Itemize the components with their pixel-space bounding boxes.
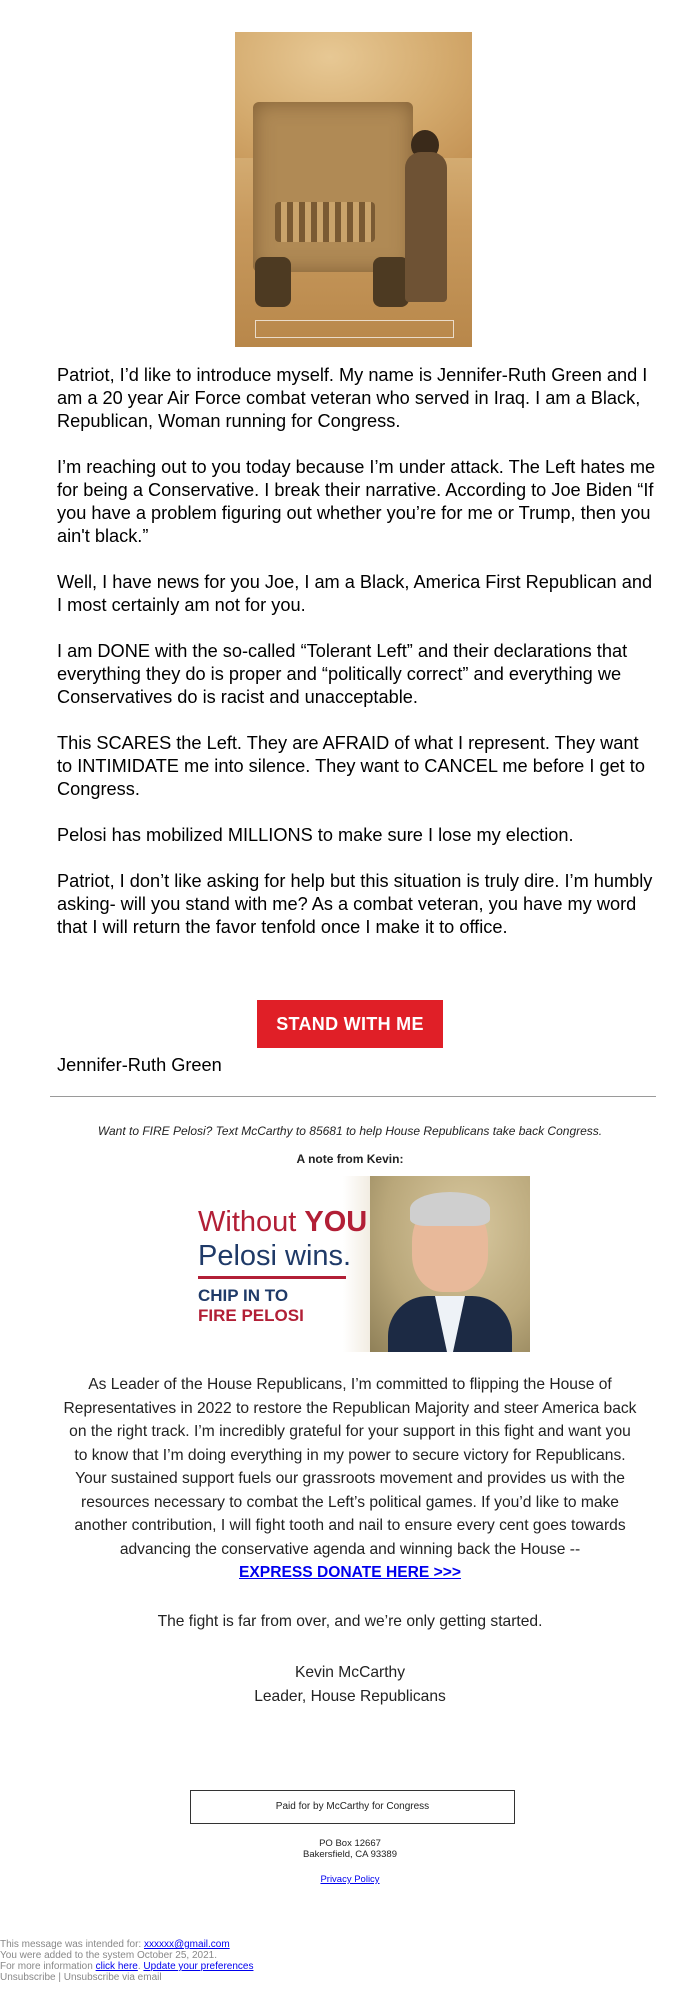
privacy-policy-link[interactable]: Privacy Policy — [320, 1874, 380, 1885]
banner-headline-line2: Pelosi wins. — [198, 1240, 352, 1272]
cta-wrapper — [0, 1000, 700, 1048]
banner-underline — [198, 1276, 346, 1279]
banner-cta-line2: FIRE PELOSI — [198, 1306, 304, 1325]
intro-paragraph: Well, I have news for you Joe, I am a Black, America First Republican and I most certainly am not for you. — [57, 572, 653, 615]
section-divider — [50, 1096, 656, 1097]
kevin-signature — [0, 1661, 700, 1709]
intro-paragraph: Patriot, I’d like to introduce myself. My name is Jennifer-Ruth Green and I am a 20 year Air Force combat veteran who served in Iraq. I am a Black, Republican, Woman running for Congress. — [57, 365, 648, 431]
stand-with-me-button[interactable]: STAND WITH ME — [257, 1000, 443, 1048]
click-here-link[interactable]: click here — [95, 1961, 138, 1972]
hero-photo — [235, 32, 472, 347]
express-donate-link[interactable]: EXPRESS DONATE HERE >>> — [239, 1564, 461, 1581]
banner-cta-line1: CHIP IN TO — [198, 1286, 289, 1305]
unsubscribe-link[interactable]: Unsubscribe — [0, 1972, 56, 1983]
footer-added-line: You were added to the system October 25, 2021. — [0, 1950, 217, 1961]
hero-humvee-grille — [275, 202, 375, 242]
hero-soldier — [405, 152, 447, 302]
intro-paragraph: I am DONE with the so-called “Tolerant Left” and their declarations that everything they do is proper and “politically correct” and everything we Conservatives do is racist and unacceptable. — [57, 641, 628, 707]
intro-paragraph: This SCARES the Left. They are AFRAID of what I represent. They want to INTIMIDATE me into silence. They want to CANCEL me before I get to Congress. — [57, 733, 645, 799]
banner-portrait-hair — [410, 1192, 490, 1226]
recipient-email-link[interactable]: xxxxxx@gmail.com — [143, 1939, 230, 1950]
intro-paragraph: I’m reaching out to you today because I’m under attack. The Left hates me for being a Conservative. I break their narrative. According to Joe Biden “If you have a problem figuring out whether you’re for me or Trump, then you ain't black.” — [57, 457, 656, 546]
kevin-fight-line: The fight is far from over, and we’re only getting started. — [157, 1613, 543, 1630]
fire-pelosi-banner[interactable] — [190, 1176, 530, 1352]
hero-wheel-right — [373, 257, 409, 307]
hero-caption-box — [255, 320, 454, 338]
kevin-sign-title: Leader, House Republicans — [254, 1688, 446, 1705]
intro-signer: Jennifer-Ruth Green — [57, 1055, 222, 1075]
address-line-1: PO Box 12667 — [319, 1838, 381, 1849]
note-from-kevin-label: A note from Kevin: — [296, 1152, 404, 1166]
banner-headline-emphasis: YOU — [304, 1206, 368, 1238]
update-preferences-link[interactable]: Update your preferences — [143, 1961, 254, 1972]
unsubscribe-email-link[interactable]: Unsubscribe via email — [63, 1972, 162, 1983]
kevin-letter-body — [62, 1373, 638, 1585]
kevin-letter-text: As Leader of the House Republicans, I’m committed to flipping the House of Representatives in 2022 to restore the Republican Majority and steer America back on the right track. I’m incredibly grateful for your support in this fight and want you to know that I’m doing everything in my power to secure victory for Republicans. Your sustained support fuels our grassroots movement and provides us with the resources necessary to combat the Left’s political games. If you’d like to make another contribution, I will fight tooth and nail to ensure every cent goes towards advancing the conservative agenda and winning back the House -- — [63, 1376, 637, 1558]
text-to-donate-note: Want to FIRE Pelosi? Text McCarthy to 85681 to help House Republicans take back Congress. — [97, 1124, 603, 1138]
kevin-sign-name: Kevin McCarthy — [294, 1664, 406, 1681]
footer-intended-line — [0, 1939, 400, 1950]
paid-for-disclaimer: Paid for by McCarthy for Congress — [190, 1790, 515, 1824]
mailing-address — [0, 1838, 700, 1860]
intro-letter — [57, 364, 657, 962]
footer-info-prefix: For more information — [0, 1961, 96, 1972]
banner-headline-line1 — [198, 1206, 367, 1239]
email-footer — [0, 1939, 400, 1983]
banner-headline-prefix: Without — [198, 1206, 305, 1238]
footer-pipe: | — [55, 1972, 64, 1983]
footer-unsubscribe-line — [0, 1972, 400, 1983]
footer-separator: . — [137, 1961, 144, 1972]
address-line-2: Bakersfield, CA 93389 — [302, 1849, 397, 1860]
hero-humvee — [253, 102, 413, 272]
hero-wheel-left — [255, 257, 291, 307]
privacy-policy-row — [0, 1874, 700, 1885]
footer-info-line — [0, 1961, 400, 1972]
footer-intended-prefix: This message was intended for: — [0, 1939, 144, 1950]
intro-paragraph: Pelosi has mobilized MILLIONS to make sure I lose my election. — [57, 825, 574, 845]
intro-paragraph: Patriot, I don’t like asking for help but this situation is truly dire. I’m humbly asking- will you stand with me? As a combat veteran, you have my word that I will return the favor tenfold once I make it to office. — [57, 871, 653, 937]
